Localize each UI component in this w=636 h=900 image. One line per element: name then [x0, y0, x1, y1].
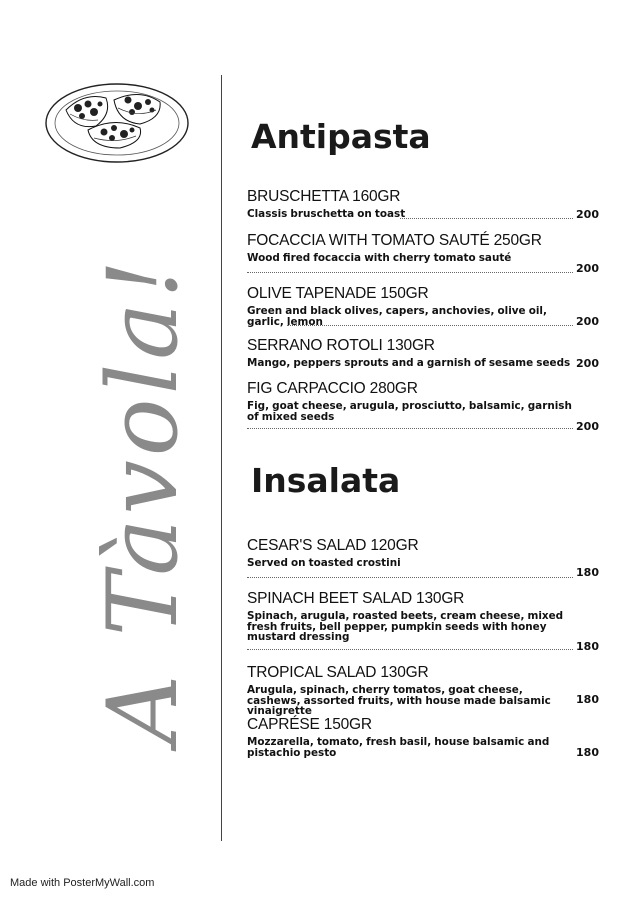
bruschetta-plate-illustration: [44, 78, 190, 164]
item-price: 200: [576, 420, 599, 433]
item-desc: Classis bruschetta on toast: [247, 208, 406, 220]
footer-credit: Made with PosterMyWall.com: [10, 877, 155, 889]
item-name: FIG CARPACCIO 280GR: [247, 380, 418, 397]
item-name: TROPICAL SALAD 130GR: [247, 664, 429, 681]
item-price: 180: [576, 693, 599, 706]
item-desc: Mozzarella, tomato, fresh basil, house balsamic and pistachio pesto: [247, 736, 550, 759]
item-price: 180: [576, 640, 599, 653]
dot-leader: [247, 649, 573, 650]
item-price: 200: [576, 208, 599, 221]
item-desc: Fig, goat cheese, arugula, prosciutto, balsamic, garnish of mixed seeds: [247, 400, 572, 423]
vertical-divider: [221, 75, 222, 841]
item-price: 200: [576, 357, 599, 370]
menu-item-bruschetta: [247, 188, 599, 221]
item-name: BRUSCHETTA 160GR: [247, 188, 401, 205]
item-name: OLIVE TAPENADE 150GR: [247, 285, 429, 302]
item-price: 200: [576, 262, 599, 275]
menu-item-fig-carpaccio: [247, 380, 599, 433]
menu-item-tropical-salad: [247, 664, 599, 717]
item-desc: Served on toasted crostini: [247, 557, 401, 569]
menu-item-spinach-beet-salad: [247, 590, 599, 653]
item-desc: Mango, peppers sprouts and a garnish of sesame seeds: [247, 357, 571, 369]
item-desc: Arugula, spinach, cherry tomatos, goat cheese, cashews, assorted fruits, with house made balsamic vinaigrette: [247, 684, 551, 717]
item-name: CAPRÉSE 150GR: [247, 716, 372, 733]
menu-item-cesars-salad: [247, 537, 599, 579]
dot-leader: [247, 428, 573, 429]
section-title-insalata: Insalata: [251, 461, 401, 500]
item-name: FOCACCIA WITH TOMATO SAUTÉ 250GR: [247, 232, 542, 249]
menu-item-focaccia: [247, 232, 599, 275]
dot-leader: [247, 577, 573, 578]
vertical-script-title: A Tàvola!: [87, 255, 199, 745]
dot-leader: [400, 218, 573, 219]
item-desc: Spinach, arugula, roasted beets, cream cheese, mixed fresh fruits, bell pepper, pumpkin seeds with honey mustard dressing: [247, 610, 564, 643]
menu-item-serrano-rotoli: [247, 337, 599, 370]
item-price: 200: [576, 315, 599, 328]
section-title-antipasta: Antipasta: [251, 117, 431, 156]
item-price: 180: [576, 566, 599, 579]
dot-leader: [287, 325, 573, 326]
menu-item-caprese: [247, 716, 599, 759]
menu-item-olive-tapenade: [247, 285, 599, 328]
item-desc: Wood fired focaccia with cherry tomato sauté: [247, 252, 512, 264]
item-price: 180: [576, 746, 599, 759]
item-desc: Green and black olives, capers, anchovies, olive oil, garlic, lemon: [247, 305, 547, 328]
dot-leader: [247, 272, 573, 273]
item-name: SERRANO ROTOLI 130GR: [247, 337, 435, 354]
item-name: SPINACH BEET SALAD 130GR: [247, 590, 465, 607]
item-name: CESAR'S SALAD 120GR: [247, 537, 419, 554]
